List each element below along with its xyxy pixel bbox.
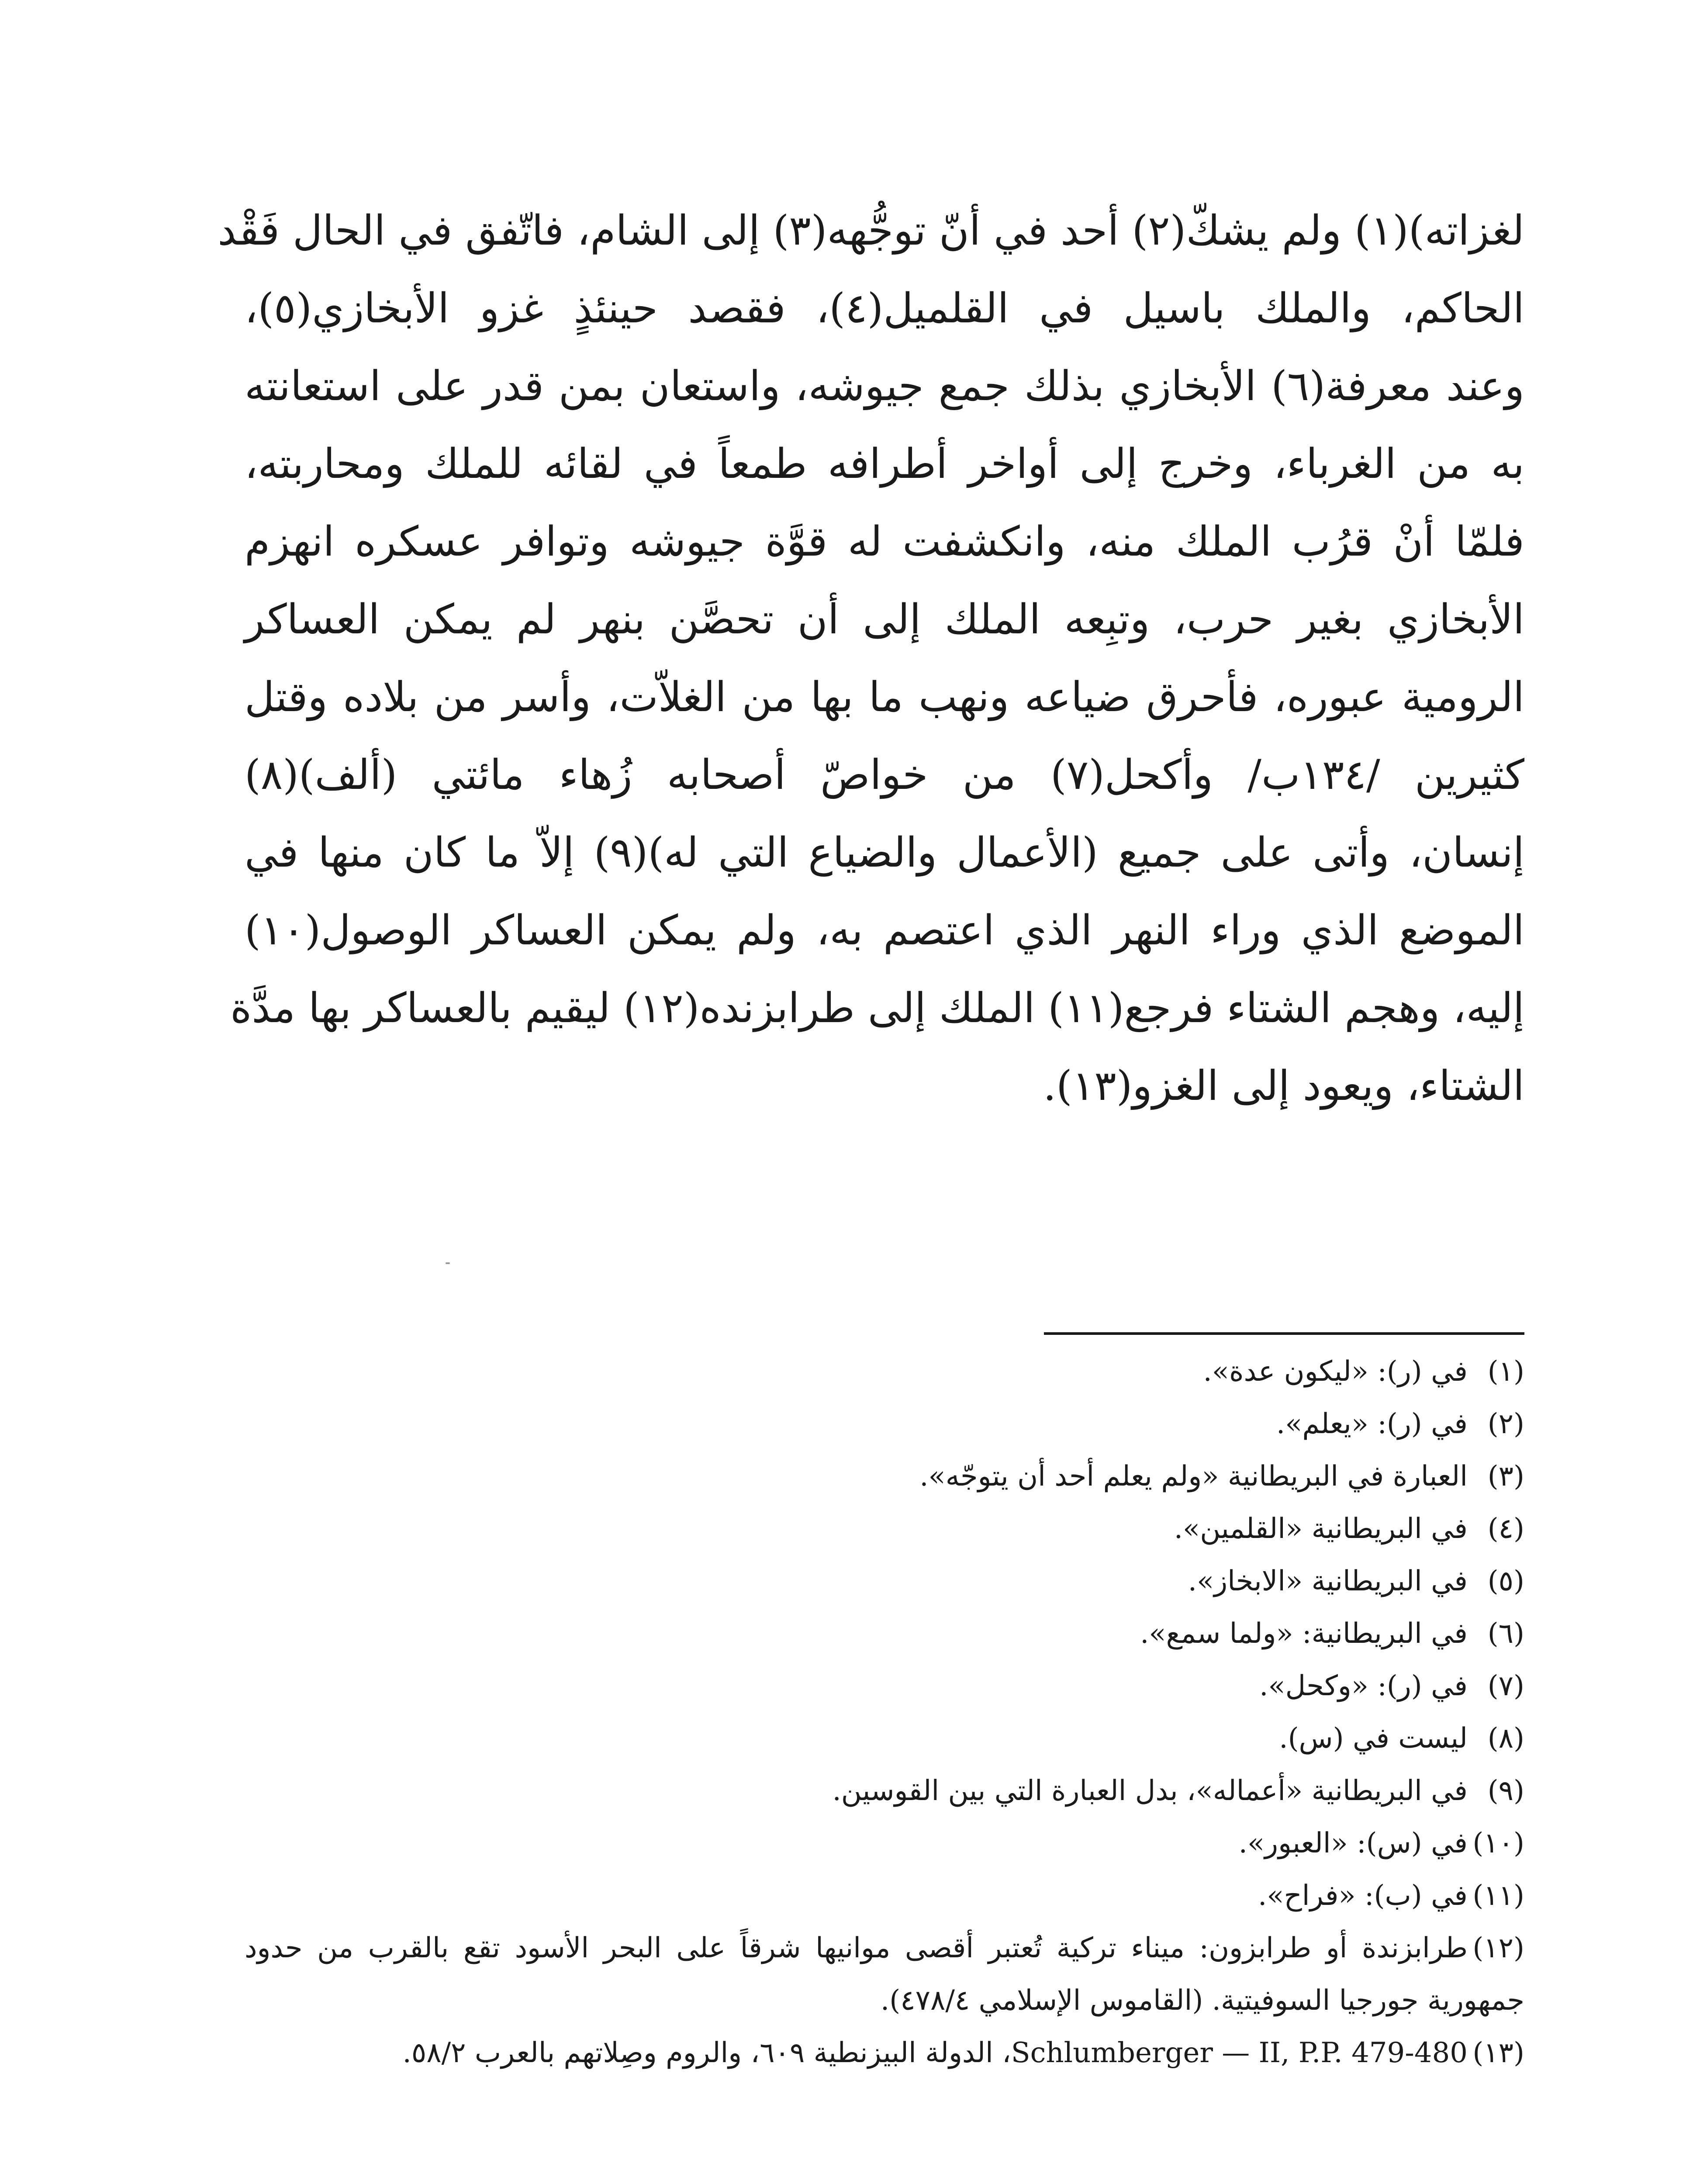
footnote-number: (٤) [1487,1513,1524,1545]
body-line-8: كثيرين /١٣٤ب/ وأكحل(٧) من خواصّ أصحابه زُهاء مائتي (ألف)(٨) [245,751,1524,799]
footnote-number: (٧) [1487,1670,1524,1702]
body-line-6: الأبخازي بغير حرب، وتبِعه الملك إلى أن تحصَّن بنهر لم يمكن العساكر [245,596,1524,643]
main-body-text [218,192,1524,1125]
footnote-text: في (س): «العبور». [1238,1827,1468,1859]
footnote-number: (٩) [1487,1775,1524,1807]
body-line-4: به من الغرباء، وخرج إلى أواخر أطرافه طمعاً في لقائه للملك ومحاربته، [245,440,1524,488]
footnote-number: (٢) [1487,1408,1524,1440]
footnote-13 [245,2027,1524,2079]
footnote-number: (٦) [1487,1617,1524,1650]
footnote-text: في (ر): «يعلم». [1276,1408,1468,1440]
footnote-9 [245,1765,1524,1817]
footnote-text: ليست في (س). [1279,1722,1468,1755]
footnote-number: (١٣) [1472,2037,1524,2069]
footnote-number: (٥) [1487,1565,1524,1597]
footnote-8 [245,1712,1524,1765]
footnote-number: (٨) [1487,1722,1524,1755]
footnote-5 [245,1555,1524,1607]
body-line-3: وعند معرفة(٦) الأبخازي بذلك جمع جيوشه، واستعان بمن قدر على استعانته [245,363,1524,410]
body-line-7: الرومية عبوره، فأحرق ضياعه ونهب ما بها من الغلاّت، وأسر من بلاده وقتل [245,674,1524,721]
footnote-text: طرابزندة أو طرابزون: ميناء تركية تُعتبر أقصى موانيها شرقاً على البحر الأسود تقع بالقرب من حدود جمهورية جورجيا السوفيتية. (القاموس الإسلامي ٤٧٨/٤). [245,1932,1524,2017]
footnote-number: (١١) [1472,1880,1524,1912]
footnote-3 [245,1450,1524,1503]
body-line-10: الموضع الذي وراء النهر الذي اعتصم به، ولم يمكن العساكر الوصول(١٠) [245,907,1524,954]
scan-speck [446,1262,450,1264]
footnote-11 [245,1870,1524,1922]
footnote-text: في البريطانية: «ولما سمع». [1140,1617,1468,1650]
footnote-2 [245,1398,1524,1450]
footnote-text: في البريطانية «أعماله»، بدل العبارة التي بين القوسين. [832,1775,1468,1807]
footnote-text: في (ب): «فراح». [1258,1880,1468,1912]
footnote-text: في البريطانية «الابخاز». [1188,1565,1468,1597]
footnote-text: في (ر): «ليكون عدة». [1203,1355,1468,1388]
footnote-divider [1044,1332,1524,1335]
footnote-text: Schlumberger — II, P.P. 479-480، الدولة البيزنطية ٦٠٩، والروم وصِلاتهم بالعرب ٥٨/٢. [402,2037,1468,2069]
footnote-number: (١٠) [1472,1827,1524,1859]
footnote-1 [245,1345,1524,1398]
body-line-1: لغزاته)(١) ولم يشكّ(٢) أحد في أنّ توجُّهه(٣) إلى الشام، فاتّفق في الحال فَقْد [218,207,1524,255]
body-line-12: الشتاء، ويعود إلى الغزو(١٣). [1043,1062,1524,1110]
footnote-number: (١) [1487,1355,1524,1388]
body-line-5: فلمّا أنْ قرُب الملك منه، وانكشفت له قوَّة جيوشه وتوافر عسكره انهزم [245,518,1524,566]
body-line-9: إنسان، وأتى على جميع (الأعمال والضياع التي له)(٩) إلاّ ما كان منها في [245,829,1524,877]
footnote-6 [245,1607,1524,1660]
footnotes-list [245,1345,1524,2079]
footnote-text: في البريطانية «القلمين». [1174,1513,1468,1545]
body-line-2: الحاكم، والملك باسيل في القلميل(٤)، فقصد حينئذٍ غزو الأبخازي(٥)، [245,285,1524,332]
footnote-10 [245,1817,1524,1870]
footnote-text: في (ر): «وكحل». [1259,1670,1468,1702]
footnote-4 [245,1503,1524,1555]
body-line-11: إليه، وهجم الشتاء فرجع(١١) الملك إلى طرابزنده(١٢) ليقيم بالعساكر بها مدَّة [230,985,1524,1032]
footnote-7 [245,1660,1524,1712]
footnote-number: (٣) [1487,1460,1524,1493]
footnote-12 [245,1922,1524,2027]
footnote-text: العبارة في البريطانية «ولم يعلم أحد أن يتوجّه». [919,1460,1468,1493]
footnote-number: (١٢) [1472,1932,1525,1964]
